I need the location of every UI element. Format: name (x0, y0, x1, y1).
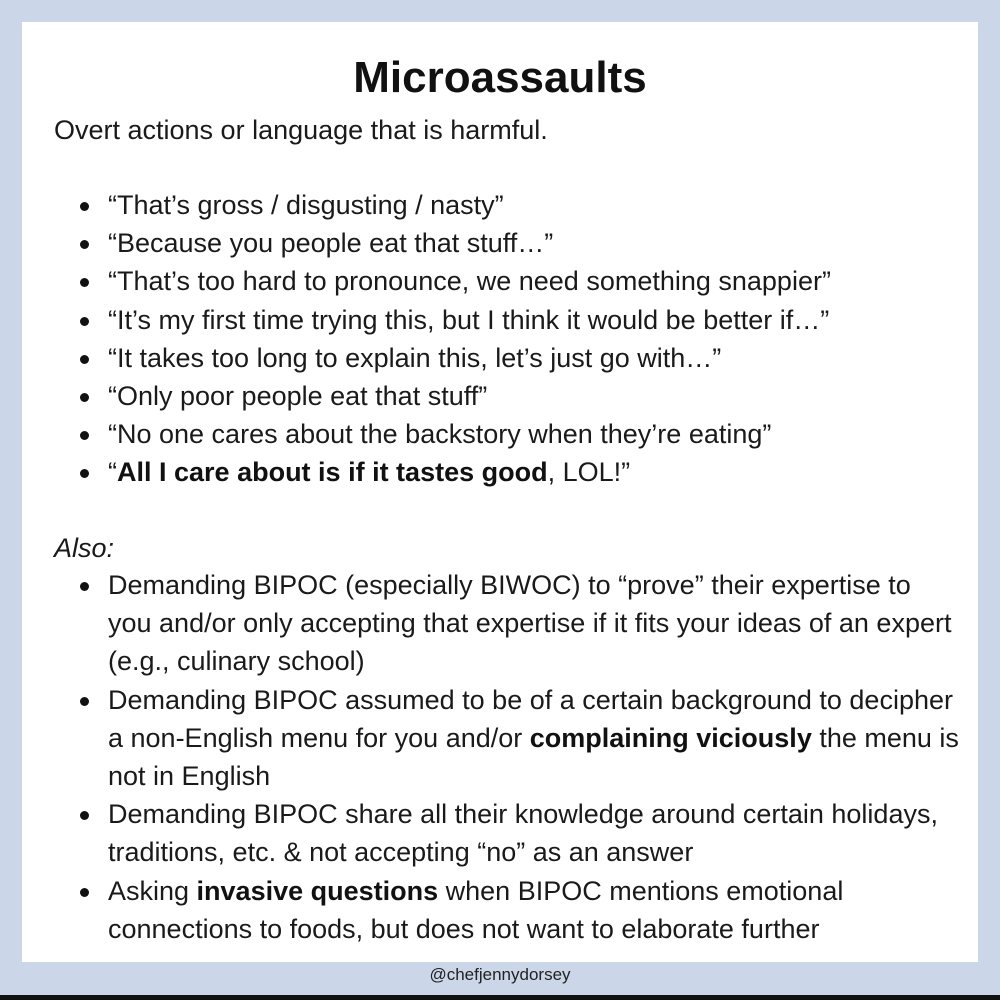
intro-text: Overt actions or language that is harmful. (54, 115, 548, 145)
quote-list (80, 186, 831, 492)
quote-item: “That’s gross / disgusting / nasty” (80, 186, 831, 224)
quote-item: “Because you people eat that stuff…” (80, 224, 831, 262)
also-item: Asking invasive questions when BIPOC mentions emotional connections to foods, but does not want to elaborate further (80, 872, 960, 948)
also-list (80, 566, 960, 948)
quote-item: “Only poor people eat that stuff” (80, 377, 831, 415)
also-label: Also: (54, 533, 115, 563)
quote-item: “It takes too long to explain this, let’s just go with…” (80, 339, 831, 377)
bottom-bar (0, 995, 1000, 1000)
emphasis: All I care about is if it tastes good (117, 457, 548, 488)
quote-item: “That’s too hard to pronounce, we need something snappier” (80, 262, 831, 300)
content-card (22, 22, 978, 962)
emphasis: invasive questions (196, 875, 439, 906)
also-item: Demanding BIPOC share all their knowledge around certain holidays, traditions, etc. & not accepting “no” as an answer (80, 795, 960, 871)
also-item: Demanding BIPOC assumed to be of a certain background to decipher a non-English menu for you and/or complaining viciously the menu is not in English (80, 681, 960, 796)
also-item: Demanding BIPOC (especially BIWOC) to “prove” their expertise to you and/or only accepting that expertise if it fits your ideas of an expert (e.g., culinary school) (80, 566, 960, 681)
author-handle: @chefjennydorsey (429, 965, 571, 984)
quote-item: “All I care about is if it tastes good, LOL!” (80, 453, 831, 491)
page-title: Microassaults (353, 53, 647, 102)
emphasis: complaining viciously (529, 722, 812, 753)
quote-item: “It’s my first time trying this, but I think it would be better if…” (80, 301, 831, 339)
quote-item: “No one cares about the backstory when they’re eating” (80, 415, 831, 453)
